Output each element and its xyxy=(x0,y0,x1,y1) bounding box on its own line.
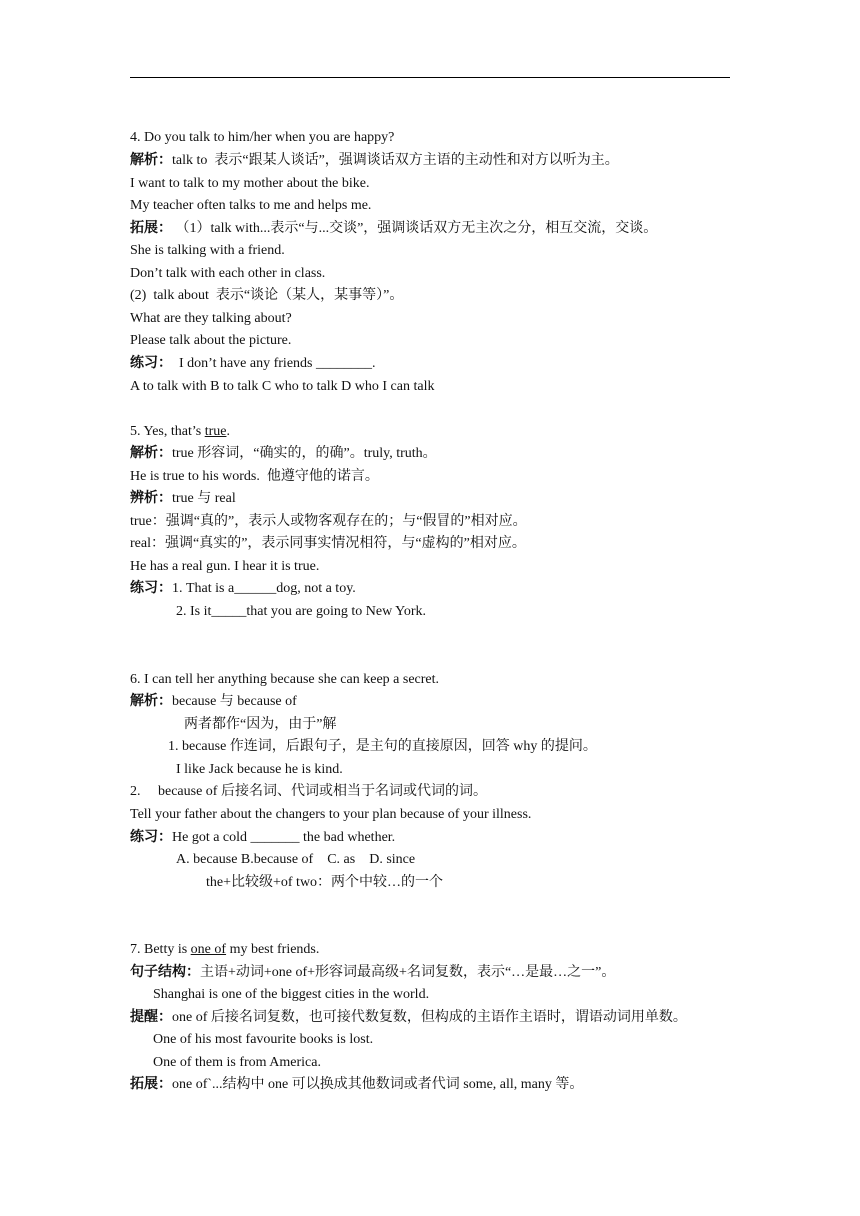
reminder-text: one of 后接名词复数，也可接代数复数，但构成的主语作主语时，谓语动词用单数。 xyxy=(172,1010,687,1025)
practice-text: I don’t have any friends ________. xyxy=(172,356,376,371)
extension-label: 拓展： xyxy=(130,1077,172,1092)
analysis-text: because 与 because of xyxy=(172,694,297,709)
header-rule xyxy=(130,77,730,78)
section-5-distinction xyxy=(130,490,236,508)
analysis-text: true 形容词，“确实的，的确”。truly, truth。 xyxy=(172,446,437,461)
section-5-practice xyxy=(130,580,356,598)
section-4-practice xyxy=(130,355,375,373)
section-6-practice xyxy=(130,829,395,847)
section-4-analysis xyxy=(130,152,619,170)
extension-label: 拓展： xyxy=(130,221,172,236)
title-text: . xyxy=(226,424,230,439)
example-sentence: One of them is from America. xyxy=(153,1055,321,1070)
grammar-note: the+比较级+of two：两个中较…的一个 xyxy=(206,875,444,890)
underlined-word: true xyxy=(204,424,227,439)
analysis-label: 解析： xyxy=(130,153,172,168)
analysis-label: 解析： xyxy=(130,694,172,709)
usage-point: 1. because 作连词，后跟句子，是主句的直接原因，回答 why 的提问。 xyxy=(168,739,597,754)
section-6-analysis xyxy=(130,693,297,711)
underlined-phrase: one of xyxy=(190,942,227,957)
example-sentence: What are they talking about? xyxy=(130,311,292,326)
section-7-title xyxy=(130,941,319,959)
reminder-label: 提醒： xyxy=(130,1010,172,1025)
example-sentence: One of his most favourite books is lost. xyxy=(153,1032,374,1047)
title-text: my best friends. xyxy=(226,942,320,957)
meaning-note: 两者都作“因为，由于”解 xyxy=(184,717,337,732)
example-sentence: My teacher often talks to me and helps me. xyxy=(130,198,372,213)
true-definition: true：强调“真的”，表示人或物客观存在的；与“假冒的”相对应。 xyxy=(130,514,527,529)
usage-point: 2. because of 后接名词、代词或相当于名词或代词的词。 xyxy=(130,784,487,799)
example-sentence: He is true to his words. 他遵守他的诺言。 xyxy=(130,469,379,484)
distinction-label: 辨析： xyxy=(130,491,172,506)
structure-label: 句子结构： xyxy=(130,965,200,980)
section-7-reminder xyxy=(130,1009,687,1027)
example-sentence: I want to talk to my mother about the bike. xyxy=(130,176,370,191)
real-definition: real：强调“真实的”，表示同事实情况相符，与“虚构的”相对应。 xyxy=(130,536,526,551)
example-sentence: I like Jack because he is kind. xyxy=(176,762,343,777)
extension-point: (2) talk about 表示“谈论（某人，某事等）”。 xyxy=(130,288,404,303)
example-sentence: She is talking with a friend. xyxy=(130,243,285,258)
practice-text: He got a cold _______ the bad whether. xyxy=(172,830,396,845)
example-sentence: Shanghai is one of the biggest cities in the world. xyxy=(153,987,430,1002)
analysis-text: talk to 表示“跟某人谈话”，强调谈话双方主语的主动性和对方以听为主。 xyxy=(172,153,619,168)
section-5-title xyxy=(130,423,230,441)
section-4-extension xyxy=(130,220,657,238)
section-5-analysis xyxy=(130,445,437,463)
structure-text: 主语+动词+one of+形容词最高级+名词复数，表示“…是最…之一”。 xyxy=(200,965,616,980)
title-text: 5. Yes, that’s xyxy=(130,424,205,439)
practice-text: 1. That is a______dog, not a toy. xyxy=(172,581,356,596)
analysis-label: 解析： xyxy=(130,446,172,461)
practice-item: 2. Is it_____that you are going to New York. xyxy=(176,604,427,619)
title-text: 7. Betty is xyxy=(130,942,191,957)
section-7-extension xyxy=(130,1076,583,1094)
practice-label: 练习： xyxy=(130,356,172,371)
section-4-title: 4. Do you talk to him/her when you are happy? xyxy=(130,130,395,145)
extension-text: one of`...结构中 one 可以换成其他数词或者代词 some, all, many 等。 xyxy=(172,1077,584,1092)
practice-options: A. because B.because of C. as D. since xyxy=(176,852,416,867)
practice-label: 练习： xyxy=(130,830,172,845)
distinction-text: true 与 real xyxy=(172,491,236,506)
example-sentence: He has a real gun. I hear it is true. xyxy=(130,559,320,574)
example-sentence: Don’t talk with each other in class. xyxy=(130,266,326,281)
practice-options: A to talk with B to talk C who to talk D who I can talk xyxy=(130,379,435,394)
extension-text: （1）talk with...表示“与...交谈”，强调谈话双方无主次之分，相互交流，交谈。 xyxy=(172,221,658,236)
practice-label: 练习： xyxy=(130,581,172,596)
example-sentence: Please talk about the picture. xyxy=(130,333,292,348)
section-7-structure xyxy=(130,964,615,982)
section-6-title: 6. I can tell her anything because she can keep a secret. xyxy=(130,672,440,687)
example-sentence: Tell your father about the changers to your plan because of your illness. xyxy=(130,807,532,822)
